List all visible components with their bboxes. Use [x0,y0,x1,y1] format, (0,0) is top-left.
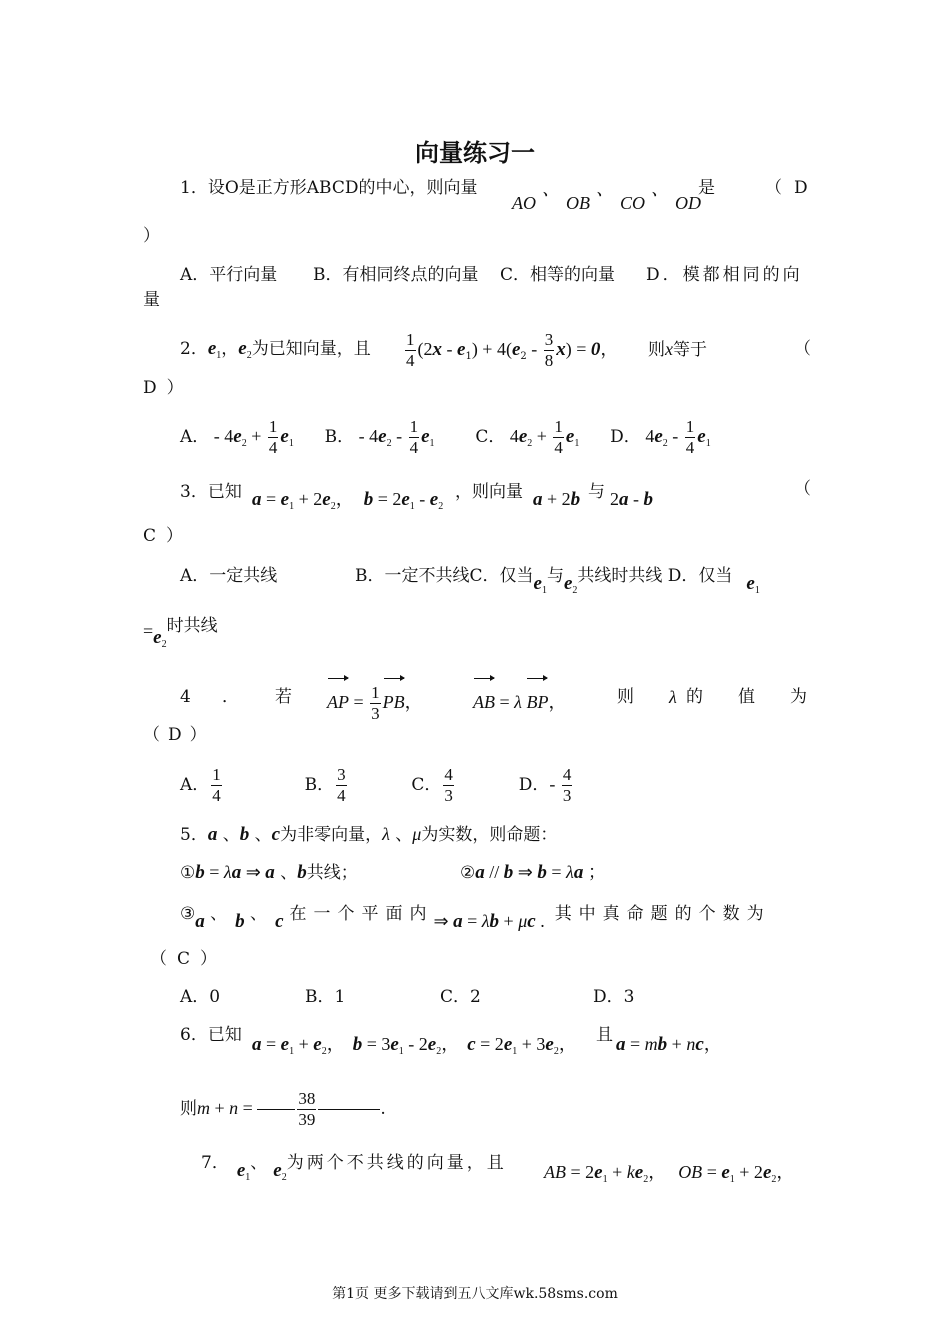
q3-option-d-wrap: $=e_2$时共线 [143,616,218,650]
q7-mid: 为两个不共线的向量，且 [286,1153,507,1173]
q2-option-d: $4e_2$ - $\frac{1}{4}$ $e_1$ [640,417,711,458]
q5-stem-tail: 为实数，则命题： [421,825,558,845]
q2-stem: 2．$e_1$，$e_2$为已知向量，且 [180,338,371,361]
q4-option-d-label: D． [518,775,550,795]
q2-answer: D [143,378,157,398]
q2-e1: $e_1$ [207,338,222,361]
q1-vec-ob: OB [566,193,590,213]
q1-paren-close: ） [143,226,160,246]
q2-x: x [665,339,673,359]
q1-tail: 是 [698,178,715,198]
q2-paren-open: （ [794,339,811,359]
fraction: $\frac{3}{8}$ [544,330,554,370]
q4-options [180,762,574,807]
q2-option-b: - $4e_2$ - $\frac{1}{4}$ $e_1$ [354,417,435,458]
q4-option-b: $\frac{3}{4}$ [337,765,346,805]
q6-end: . [380,1099,386,1119]
q5-p1-tail: 共线； [306,863,358,883]
q3-then: ，则向量 [455,482,523,502]
q5-p3-mid: 在一个平面内 [289,904,434,924]
q3-vec2: 2a - b [610,489,653,510]
q4-ruo: 若 [275,687,292,707]
q4-option-c-label: C． [411,775,442,795]
q2-equation: $\frac{1}{4}$ $(2x - e_1) + 4(e_2$ - $\frac{3}{8}$ x) = 0， [406,330,619,370]
q5-option-b: B．1 [305,987,346,1007]
q5-prop-2: ②a // b ⇒ b = λa ； [460,862,606,883]
q3-option-c-tail: 共线时共线 D．仅当 [577,566,733,586]
q1-option-d: D．模都相同的向 [646,265,803,285]
q3-paren-close: ） [166,526,184,546]
q5-p2-mark: ② [460,863,476,883]
q3-option-a: A．一定共线 [180,566,278,586]
q2-e2: $e_2$ [238,338,252,361]
q4-answer-line [143,724,207,746]
q4-lambda: λ [669,687,677,707]
q3-option-d-tail: 时共线 [166,616,218,636]
q1-stem [180,177,477,199]
q4-then: 则 [617,687,634,707]
q5-prop-1: ①b = λa ⇒ a 、b共线； [180,862,358,883]
q4-option-c: $\frac{4}{3}$ [444,765,453,805]
q4-eq2: AB = λ BP， [473,674,566,725]
q4-option-b-label: B． [304,775,335,795]
q1-sep: 、 [651,179,670,199]
q1-sep: 、 [542,179,560,199]
q2-option-c: $4e_2$ + $\frac{1}{4}$ $e_1$ [505,417,580,458]
q1-option-b: B．有相同终点的向量 [313,265,479,285]
fraction: $\frac{1}{4}$ [406,330,415,370]
q2-then-text: 则 [648,340,665,360]
q3-option-c-mid: 与 [546,566,564,586]
q4-paren-open: （ [143,725,160,745]
q2-num: 2． [180,339,208,359]
q2-option-c-label: C． [475,427,506,447]
q5-p1-mark: ① [180,863,196,883]
q3-equations: $a = e_1 + 2e_2$， $b = 2e_1 - e_2$ [252,489,444,512]
q4-paren-close: ） [189,725,207,745]
q5-answer-line [150,948,217,970]
q1-vec-od: OD [675,193,702,213]
q6-answer: $\frac{38}{39}$ [298,1089,316,1129]
q5-option-c: C．2 [440,987,481,1007]
q4-wei: 为 [790,687,807,707]
q5-stem-mid: 为非零向量， [280,825,383,845]
q2-option-d-label: D． [610,427,641,447]
q6-condition: a = mb + nc， [616,1034,722,1055]
q5-p3-mark: ③ [180,904,196,924]
q1-vec-co: CO [620,193,646,213]
q5-option-a: A．0 [180,987,221,1007]
q2-option-a: - $4e_2$ + $\frac{1}{4}$ $e_1$ [209,417,294,458]
q3-with: 与 [588,482,605,502]
q7-stem: 7． $e_1$、 $e_2$为两个不共线的向量，且 [201,1153,507,1183]
q4-eq1: AP = $\frac{1}{3}$ PB， [327,674,423,725]
q2-then [648,338,707,361]
q5-num: 5． [180,825,208,845]
q1-sep: 、 [596,179,614,199]
q5-p3-tail: 其中真命题的个数为 [554,904,771,924]
q3-stem [180,481,242,503]
q1-vec-ao: AO [512,193,536,213]
q4-answer: D [168,725,182,745]
q6-answer-line: 则m + n = $\frac{38}{39}$ . [180,1089,386,1129]
q4-dot: ． [222,687,239,707]
q6-qie: 且 [596,1025,613,1045]
q3-stem-text: 3．已知 [180,482,242,502]
q4-option-a-label: A． [180,775,210,795]
q6-stem: 6．已知 [180,1025,242,1045]
q5-prop-3: ③a 、 b 、 c 在一个平面内⇒ a = λb + μc . 其中真命题的个数为 [180,904,771,932]
q3-option-bc: B．一定不共线C．仅当$e_1$与$e_2$共线时共线 D．仅当 $e_1$ [355,566,760,596]
q4-zhi: 值 [738,687,755,707]
q3-paren-open: （ [794,479,811,499]
page-title: 向量练习一 [415,139,535,167]
q2-answer-line [143,377,184,399]
q3-vec1: a + 2b [533,489,581,510]
q2-paren-close: ） [166,378,184,398]
q5-option-d: D．3 [593,987,635,1007]
q3-answer-line [143,525,183,547]
q1-option-a: A．平行向量 [180,265,278,285]
q4-option-a: $\frac{1}{4}$ [212,765,221,805]
q7-num: 7． [201,1153,229,1173]
q3-option-b-text: B．一定不共线C．仅当 [355,566,534,586]
q5-paren-open: （ [150,949,167,969]
q1-option-d-wrap: 量 [143,290,160,310]
page-footer: 第1页 更多下载请到五八文库wk.58sms.com [332,1286,618,1302]
q1-option-c: C．相等的向量 [500,265,616,285]
q4-num: 4 [180,687,191,707]
q2-option-b-label: B． [324,427,355,447]
q5-stem: 5．a 、b 、c为非零向量，λ 、μ为实数，则命题： [180,824,558,845]
q1-stem-text: 1．设O是正方形ABCD的中心，则向量 [180,178,478,198]
q1-vectors [512,179,702,214]
q2-option-a-label: A． [180,427,210,447]
q2-tail: 等于 [673,340,707,360]
q1-answer: D [794,178,808,198]
q6-equations: $a = e_1 + e_2$， $b = 3e_1 - 2e_2$， $c = 2e_1 + 3e_2$， [252,1034,577,1057]
q5-paren-close: ） [200,949,218,969]
q5-answer: C [177,949,191,969]
q3-answer: C [143,526,157,546]
q7-equations: AB = $2e_1 + ke_2$， OB = $e_1 + 2e_2$， [544,1162,795,1185]
q4-option-d: - $\frac{4}{3}$ [549,765,572,806]
q6-ze: 则 [180,1099,197,1119]
q2-options [180,414,711,466]
q2-mid: 为已知向量，且 [251,339,371,359]
q4-de: 的 [686,687,703,707]
q1-paren-open: （ [765,178,782,198]
